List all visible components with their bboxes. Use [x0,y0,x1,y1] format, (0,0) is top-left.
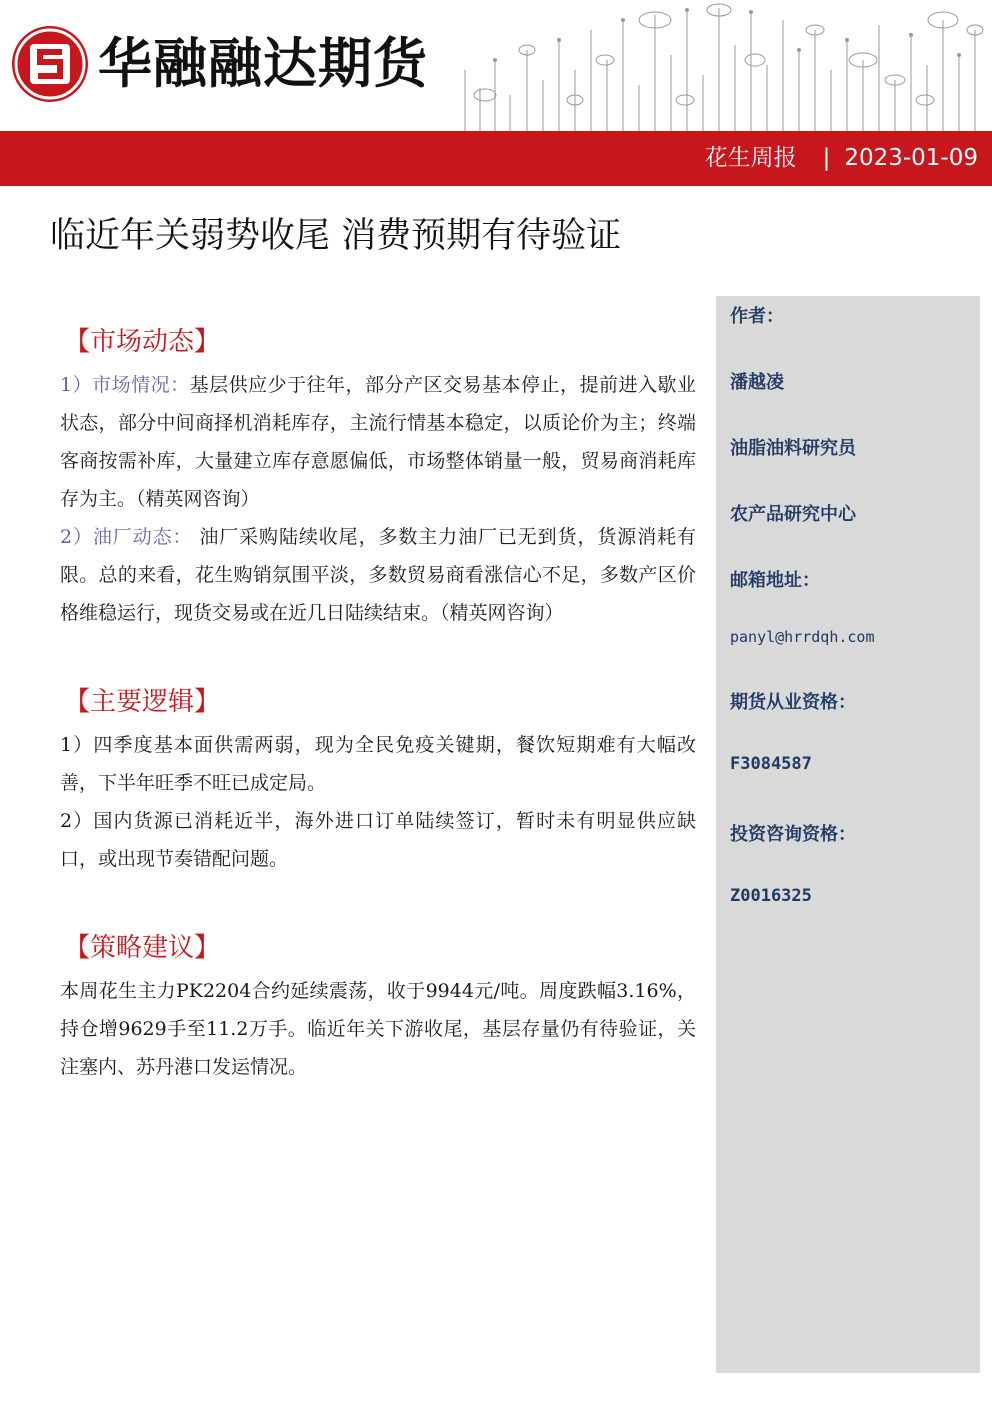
section-heading-strategy: 【策略建议】 [64,933,221,963]
brand-name: 华融融达期货 [98,32,428,95]
market-text-1: 基层供应少于往年，部分产区交易基本停止，提前进入歇业状态，部分中间商择机消耗库存，主流行情基本稳定，以质论价为主；终端客商按需补库，大量建立库存意愿偏低，市场整体销量一般，贸易商消耗库存为主。（精英网咨询） [60,374,696,510]
author-sidebar [716,296,980,1373]
investment-qualification-number: Z0016325 [730,886,812,906]
report-date: 2023-01-09 [844,145,978,171]
header-meta [705,131,978,186]
market-subheading-2: 2）油厂动态： [60,526,193,548]
email-label: 邮箱地址： [730,570,820,591]
market-paragraph-1 [60,366,696,518]
logic-paragraph-1: 1）四季度基本面供需两弱，现为全民免疫关键期，餐饮短期难有大幅改善，下半年旺季不旺已成定局。 [60,734,696,794]
strategy-paragraph-1: 本周花生主力PK2204合约延续震荡，收于9944元/吨。周度跌幅3.16%，持仓增9629手至11.2万手。临近年关下游收尾，基层存量仍有待验证，关注塞内、苏丹港口发运情况。 [60,980,696,1078]
author-name: 潘越凌 [730,372,784,393]
author-title: 油脂油料研究员 [730,438,856,459]
market-paragraph-2 [60,518,696,632]
author-department: 农产品研究中心 [730,504,856,525]
report-title: 临近年关弱势收尾 消费预期有待验证 [50,216,622,256]
market-text-2: 油厂采购陆续收尾，多数主力油厂已无到货，货源消耗有限。总的来看，花生购销氛围平淡，多数贸易商看涨信心不足，多数产区价格维稳运行，现货交易或在近几日陆续结束。（精英网咨询） [60,526,696,624]
futures-qualification-number: F3084587 [730,754,812,774]
market-subheading-1: 1）市场情况： [60,374,190,396]
futures-qualification-label: 期货从业资格： [730,692,856,713]
author-label: 作者： [730,306,784,327]
report-header [0,0,992,186]
logic-paragraph-2: 2）国内货源已消耗近半，海外进口订单陆续签订，暂时未有明显供应缺口，或出现节奏错配问题。 [60,810,696,870]
company-logo-icon [12,26,88,102]
section-heading-market: 【市场动态】 [64,327,221,357]
section-heading-logic: 【主要逻辑】 [64,687,221,717]
email-address: panyl@hrrdqh.com [730,628,875,646]
header-separator: | [822,145,831,171]
report-body [60,318,696,1086]
investment-qualification-label: 投资咨询资格： [730,824,856,845]
header-decoration [455,0,992,132]
report-type: 花生周报 [704,145,797,171]
